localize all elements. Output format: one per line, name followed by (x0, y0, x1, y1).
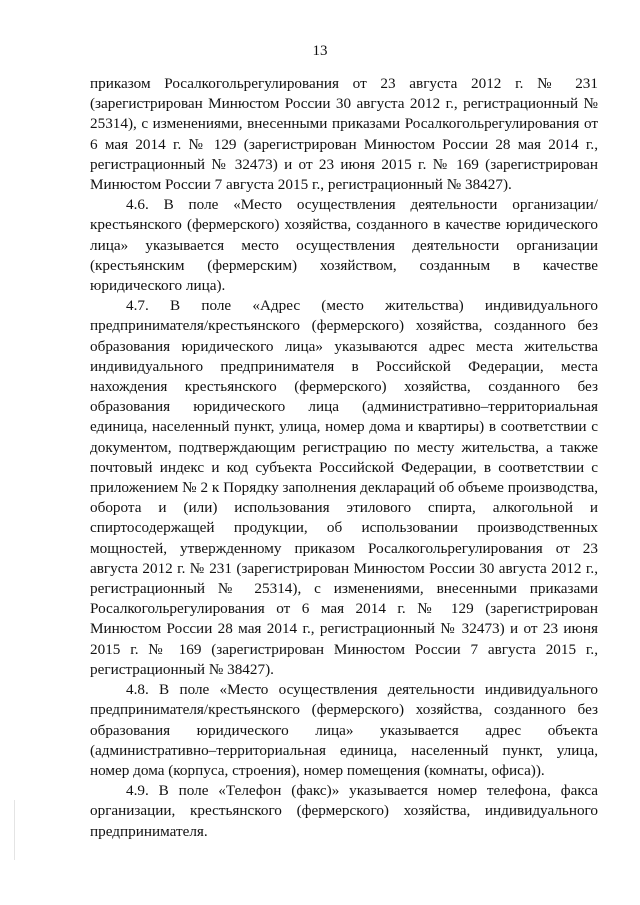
paragraph-4-6: 4.6. В поле «Место осуществления деятельности организации/крестьянского (фермерского) хозяйства, созданного в качестве юридического лица» указывается место осуществления деятельности организации (крестьянским (фермерским) хозяйством, созданным в качестве юридического лица). (90, 196, 598, 295)
paragraph-4-9: 4.9. В поле «Телефон (факс)» указывается номер телефона, факса организации, крестьянского (фермерского) хозяйства, индивидуального предпринимателя. (90, 782, 598, 840)
paragraph-continuation: приказом Росалкогольрегулирования от 23 августа 2012 г. № 231 (зарегистрирован Минюстом России 30 августа 2012 г., регистрационный № 25314), с изменениями, внесенными приказами Росалкогольрегулирования от 6 мая 2014 г. № 129 (зарегистрирован Минюстом России 28 мая 2014 г., регистрационный № 32473) и от 23 июня 2015 г. № 169 (зарегистрирован Минюстом России 7 августа 2015 г., регистрационный № 38427). (90, 75, 598, 194)
paragraph-4-8: 4.8. В поле «Место осуществления деятельности индивидуального предпринимателя/крестьянского (фермерского) хозяйства, созданного без образования юридического лица» указывается адрес объекта (административно–территориальная единица, населенный пункт, улица, номер дома (корпуса, строения), номер помещения (комнаты, офиса)). (90, 681, 598, 779)
scan-artifact-line (14, 800, 15, 860)
paragraph-4-7: 4.7. В поле «Адрес (место жительства) индивидуального предпринимателя/крестьянского (фермерского) хозяйства, созданного без образования юридического лица» указываются адрес места жительства индивидуального предпринимателя в Российской Федерации, места нахождения крестьянского (фермерского) хозяйства, созданного без образования юридического лица (административно–территориальная единица, населенный пункт, улица, номер дома и квартиры) в соответствии с документом, подтверждающим регистрацию по месту жительства, а также почтовый индекс и код субъекта Российской Федерации, в соответствии с приложением № 2 к Порядку заполнения деклараций об объеме производства, оборота и (или) использования этилового спирта, алкогольной и спиртосодержащей продукции, об использовании производственных мощностей, утвержденному приказом Росалкогольрегулирования от 23 августа 2012 г. № 231 (зарегистрирован Минюстом России 30 августа 2012 г., регистрационный № 25314), с изменениями, внесенными приказами Росалкогольрегулирования от 6 мая 2014 г. № 129 (зарегистрирован Минюстом России 28 мая 2014 г., регистрационный № 32473) и от 23 июня 2015 г. № 169 (зарегистрирован Минюстом России 7 августа 2015 г., регистрационный № 38427). (90, 297, 598, 678)
page-number: 13 (312, 43, 328, 59)
document-body (90, 74, 598, 842)
